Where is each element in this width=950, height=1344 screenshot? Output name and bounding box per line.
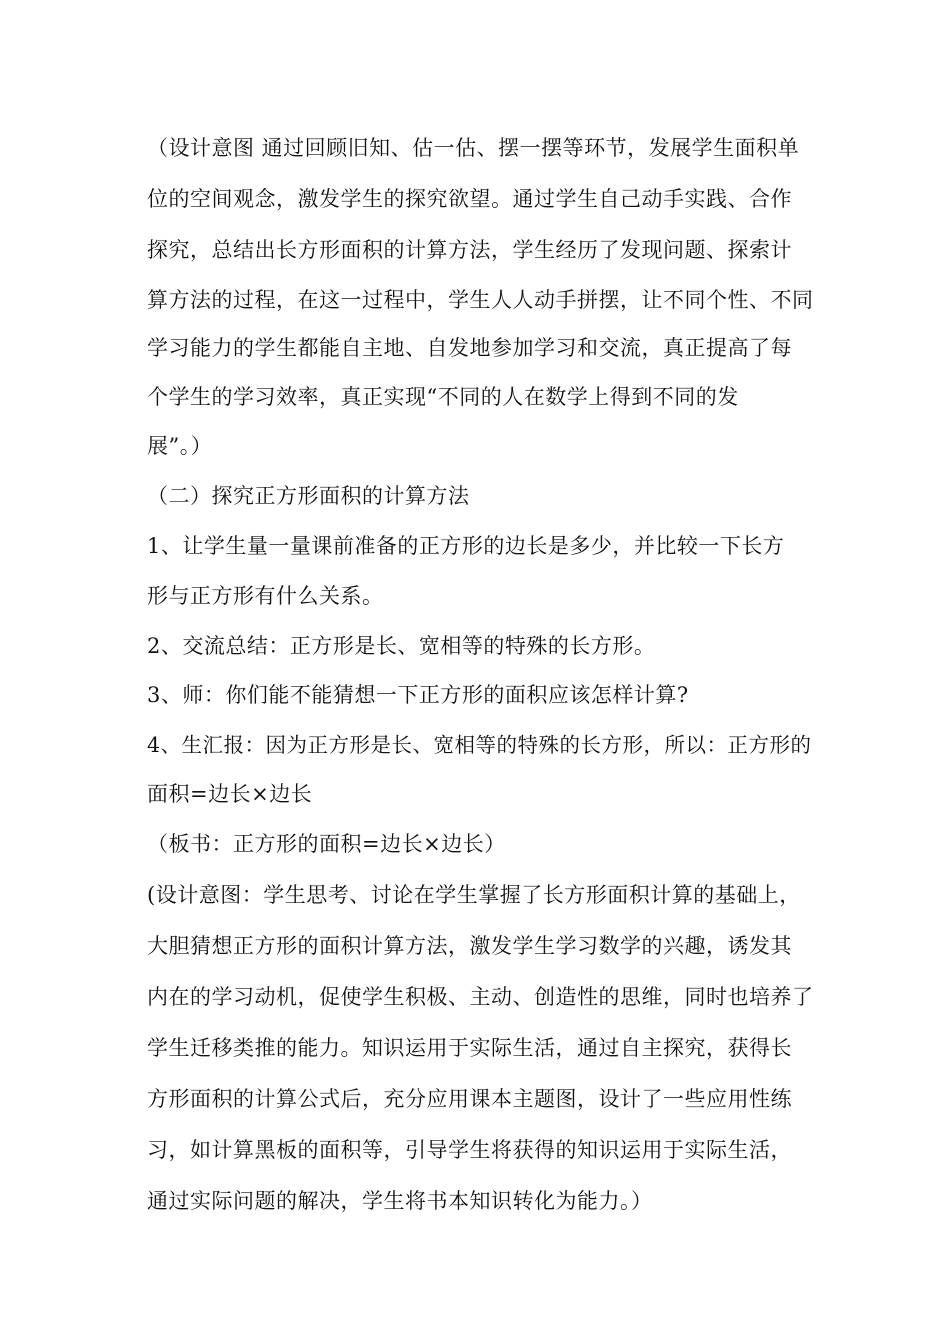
design-intent-paragraph-line-2: 位的空间观念，激发学生的探究欲望。通过学生自己动手实践、合作 (147, 187, 792, 211)
section-heading: （二）探究正方形面积的计算方法 (147, 484, 470, 508)
design-intent-paragraph-line-3: 探究，总结出长方形面积的计算方法，学生经历了发现问题、探索计 (147, 238, 792, 262)
step-4-line-2: 面积=边长×边长 (147, 782, 313, 806)
design-intent-2-line-7: 通过实际问题的解决，学生将书本知识转化为能力。） (147, 1189, 653, 1213)
design-intent-2-line-1: (设计意图：学生思考、讨论在学生掌握了长方形面积计算的基础上， (147, 883, 801, 907)
design-intent-2-line-5: 方形面积的计算公式后，充分应用课本主题图，设计了一些应用性练 (147, 1087, 792, 1111)
design-intent-2-line-6: 习，如计算黑板的面积等，引导学生将获得的知识运用于实际生活， (147, 1138, 792, 1162)
step-3: 3、师：你们能不能猜想一下正方形的面积应该怎样计算? (147, 683, 689, 707)
design-intent-paragraph-line-5: 学习能力的学生都能自主地、自发地参加学习和交流，真正提高了每 (147, 336, 792, 360)
design-intent-paragraph-line-7: 展”。） (147, 434, 213, 458)
step-1-line-1: 1、让学生量一量课前准备的正方形的边长是多少，并比较一下长方 (147, 534, 785, 558)
design-intent-2-line-4: 学生迁移类推的能力。知识运用于实际生活，通过自主探究，获得长 (147, 1036, 792, 1060)
design-intent-paragraph-line-4: 算方法的过程，在这一过程中，学生人人动手拼摆，让不同个性、不同 (147, 288, 814, 312)
step-1-line-2: 形与正方形有什么关系。 (147, 584, 384, 608)
design-intent-paragraph-line-6: 个学生的学习效率，真正实现“不同的人在数学上得到不同的发 (147, 385, 739, 409)
design-intent-2-line-2: 大胆猜想正方形的面积计算方法，激发学生学习数学的兴趣，诱发其 (147, 934, 792, 958)
board-note: （板书：正方形的面积=边长×边长） (147, 832, 506, 856)
step-2: 2、交流总结：正方形是长、宽相等的特殊的长方形。 (147, 634, 656, 658)
design-intent-2-line-3: 内在的学习动机，促使学生积极、主动、创造性的思维，同时也培养了 (147, 985, 814, 1009)
step-4-line-1: 4、生汇报：因为正方形是长、宽相等的特殊的长方形，所以：正方形的 (147, 733, 812, 757)
design-intent-paragraph-line-1: （设计意图 通过回顾旧知、估一估、摆一摆等环节，发展学生面积单 (147, 136, 800, 160)
